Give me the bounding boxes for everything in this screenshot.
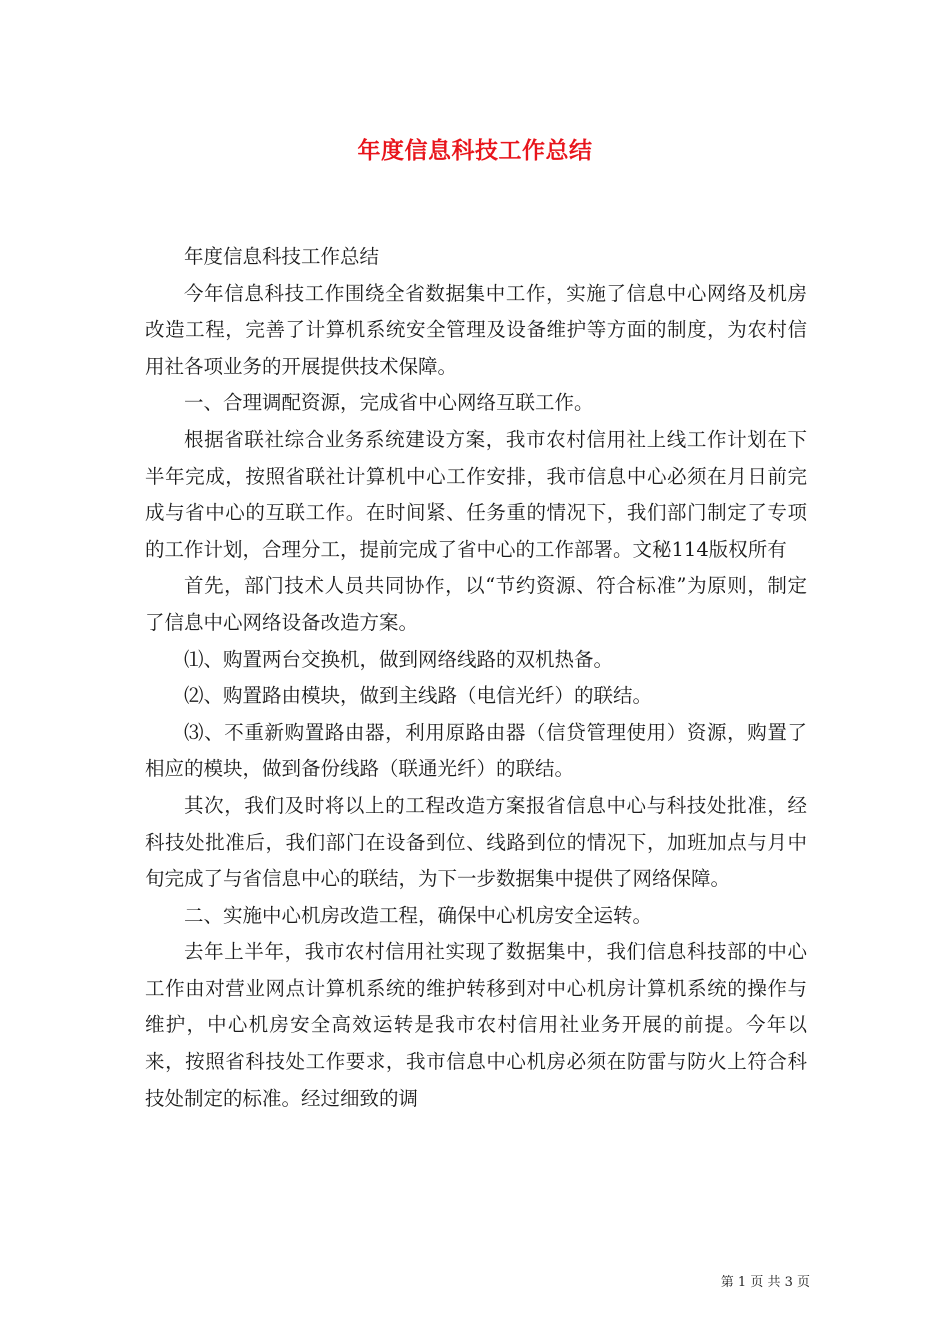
list-item: ⑵、购置路由模块，做到主线路（电信光纤）的联结。 (184, 684, 653, 708)
list-item: ⑴、购置两台交换机，做到网络线路的双机热备。 (184, 647, 614, 671)
paragraph-intro: 今年信息科技工作围绕全省数据集中工作，实施了信息中心网络及机房改造工程，完善了计算机系统安全管理及设备维护等方面的制度，为农村信用社各项业务的开展提供技术保障。 (145, 281, 807, 378)
paragraph: 其次，我们及时将以上的工程改造方案报省信息中心与科技处批准，经科技处批准后，我们部门在设备到位、线路到位的情况下，加班加点与月中旬完成了与省信息中心的联结，为下一步数据集中提供了网络保障。 (145, 793, 807, 891)
section-heading-1: 一、合理调配资源，完成省中心网络互联工作。 (184, 391, 594, 415)
section-heading-2: 二、实施中心机房改造工程，确保中心机房安全运转。 (184, 903, 653, 927)
list-item: ⑶、不重新购置路由器，利用原路由器（信贷管理使用）资源，购置了相应的模块，做到备份线路（联通光纤）的联结。 (145, 720, 807, 781)
page-title: 年度信息科技工作总结 (357, 137, 593, 164)
page-number: 第 1 页 共 3 页 (720, 1275, 810, 1290)
document-body (145, 239, 807, 1117)
paragraph: 根据省联社综合业务系统建设方案，我市农村信用社上线工作计划在下半年完成，按照省联社计算机中心工作安排，我市信息中心必须在月日前完成与省中心的互联工作。在时间紧、任务重的情况下，我们部门制定了专项的工作计划，合理分工，提前完成了省中心的工作部署。文秘114版权所有 (145, 427, 807, 561)
paragraph: 去年上半年，我市农村信用社实现了数据集中，我们信息科技部的中心工作由对营业网点计算机系统的维护转移到对中心机房计算机系统的操作与维护，中心机房安全高效运转是我市农村信用社业务开展的前提。今年以来，按照省科技处工作要求，我市信息中心机房必须在防雷与防火上符合科技处制定的标准。经过细致的调 (145, 940, 807, 1110)
paragraph: 首先，部门技术人员共同协作，以“节约资源、符合标准”为原则，制定了信息中心网络设备改造方案。 (145, 574, 807, 634)
paragraph-subtitle: 年度信息科技工作总结 (184, 245, 380, 268)
